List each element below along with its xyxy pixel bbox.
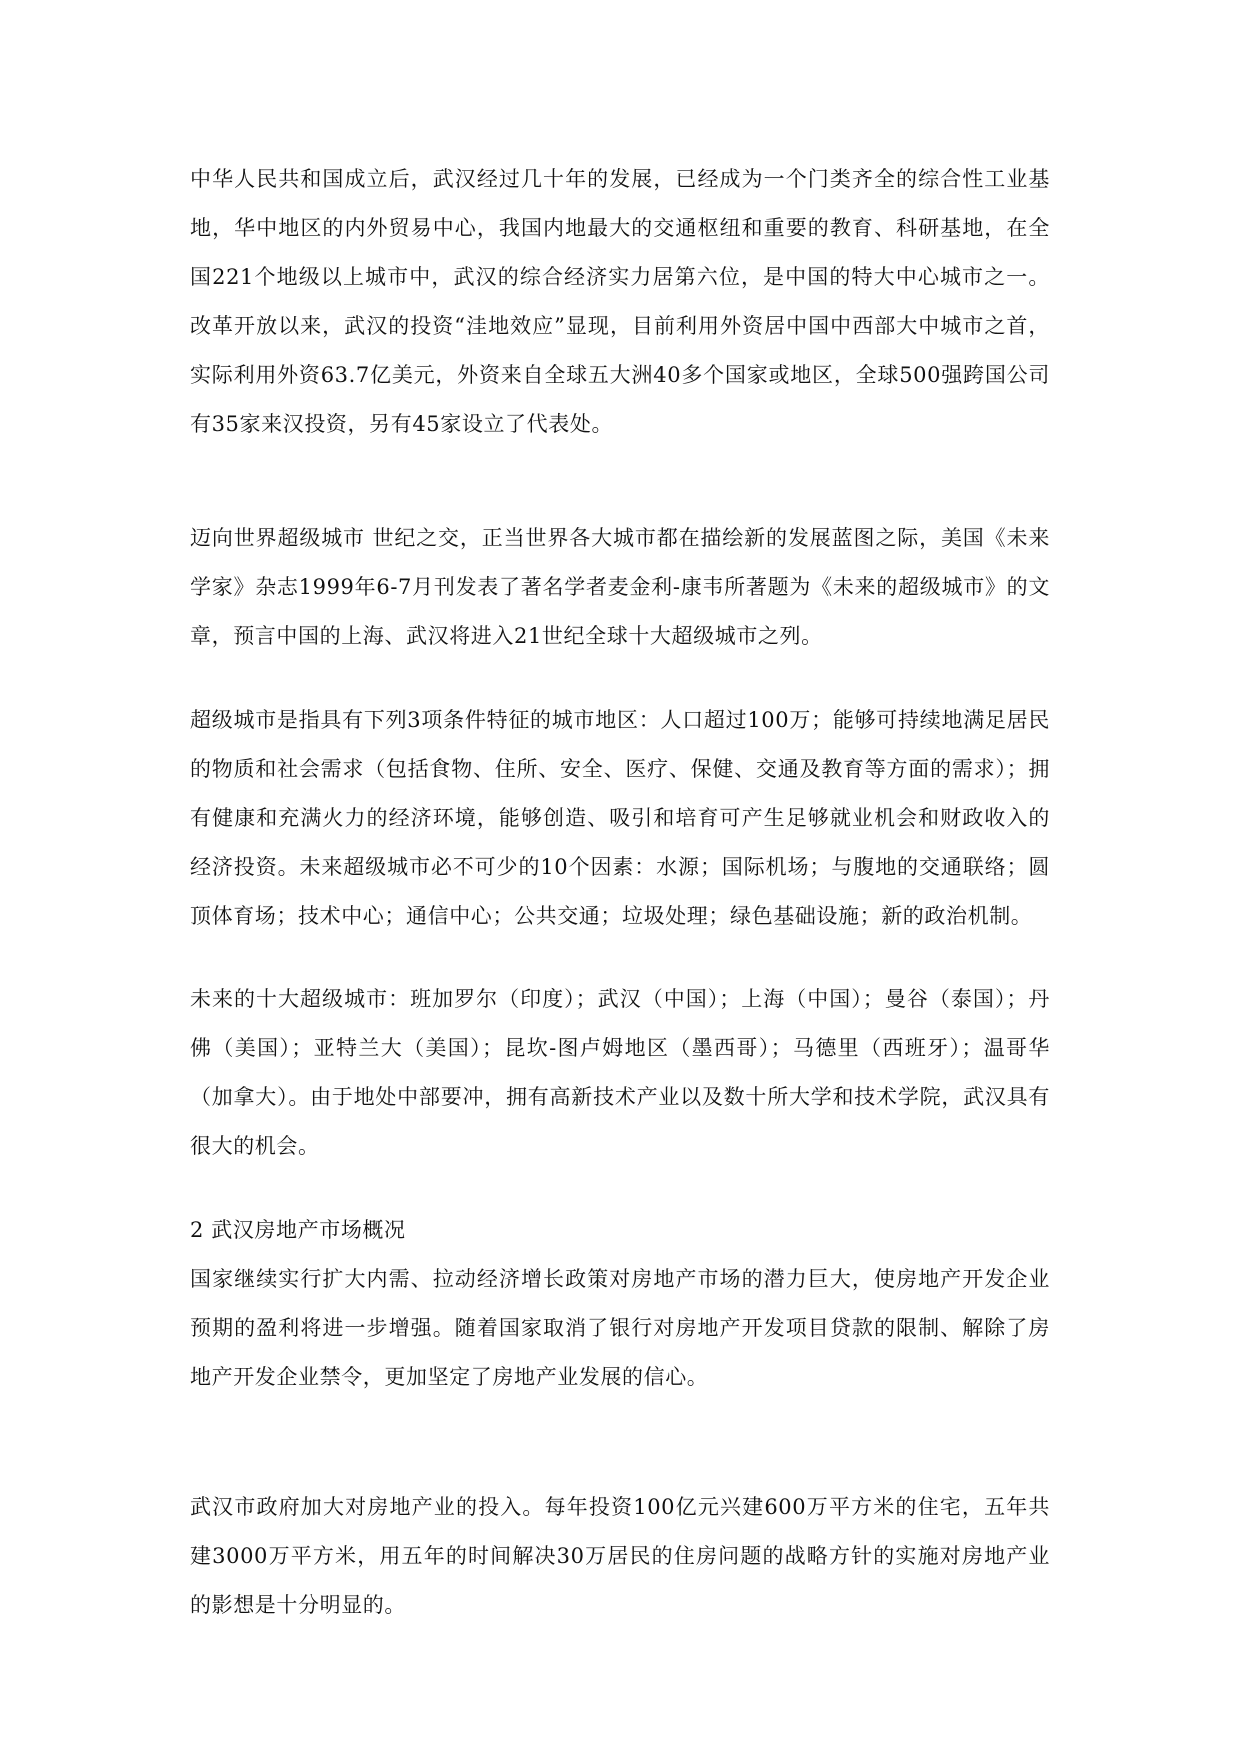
section-heading: 2 武汉房地产市场概况 xyxy=(190,1218,406,1242)
paragraph-text: 迈向世界超级城市 世纪之交，正当世界各大城市都在描绘新的发展蓝图之际，美国《未来学家》杂志1999年6-7月刊发表了著名学者麦金利-康韦所著题为《未来的超级城市》的文章，预言中国的上海、武汉将进入21世纪全球十大超级城市之列。 xyxy=(190,526,1050,648)
paragraph-text: 国家继续实行扩大内需、拉动经济增长政策对房地产市场的潜力巨大，使房地产开发企业预期的盈利将进一步增强。随着国家取消了银行对房地产开发项目贷款的限制、解除了房地产开发企业禁令，更加坚定了房地产业发展的信心。 xyxy=(190,1267,1050,1389)
paragraph-top-ten-cities xyxy=(190,975,1050,1171)
paragraph-super-city-definition xyxy=(190,696,1050,941)
paragraph-government-investment xyxy=(190,1483,1050,1630)
paragraph-text: 中华人民共和国成立后，武汉经过几十年的发展，已经成为一个门类齐全的综合性工业基地，华中地区的内外贸易中心，我国内地最大的交通枢纽和重要的教育、科研基地，在全国221个地级以上城市中，武汉的综合经济实力居第六位，是中国的特大中心城市之一。改革开放以来，武汉的投资“洼地效应”显现，目前利用外资居中国中西部大中城市之首，实际利用外资63.7亿美元，外资来自全球五大洲40多个国家或地区，全球500强跨国公司有35家来汉投资，另有45家设立了代表处。 xyxy=(190,167,1050,436)
paragraph-intro xyxy=(190,155,1050,449)
paragraph-text: 未来的十大超级城市：班加罗尔（印度）；武汉（中国）；上海（中国）；曼谷（泰国）；丹佛（美国）；亚特兰大（美国）；昆坎-图卢姆地区（墨西哥）；马德里（西班牙）；温哥华（加拿大）。由于地处中部要冲，拥有高新技术产业以及数十所大学和技术学院，武汉具有很大的机会。 xyxy=(190,987,1050,1158)
paragraph-super-city-prediction xyxy=(190,514,1050,661)
paragraph-text: 超级城市是指具有下列3项条件特征的城市地区：人口超过100万；能够可持续地满足居民的物质和社会需求（包括食物、住所、安全、医疗、保健、交通及教育等方面的需求）；拥有健康和充满火力的经济环境，能够创造、吸引和培育可产生足够就业机会和财政收入的经济投资。未来超级城市必不可少的10个因素：水源；国际机场；与腹地的交通联络；圆顶体育场；技术中心；通信中心；公共交通；垃圾处理；绿色基础设施；新的政治机制。 xyxy=(190,708,1050,928)
paragraph-market-policy xyxy=(190,1255,1050,1402)
paragraph-text: 武汉市政府加大对房地产业的投入。每年投资100亿元兴建600万平方米的住宅，五年共建3000万平方米，用五年的时间解决30万居民的住房问题的战略方针的实施对房地产业的影想是十分明显的。 xyxy=(190,1495,1050,1617)
